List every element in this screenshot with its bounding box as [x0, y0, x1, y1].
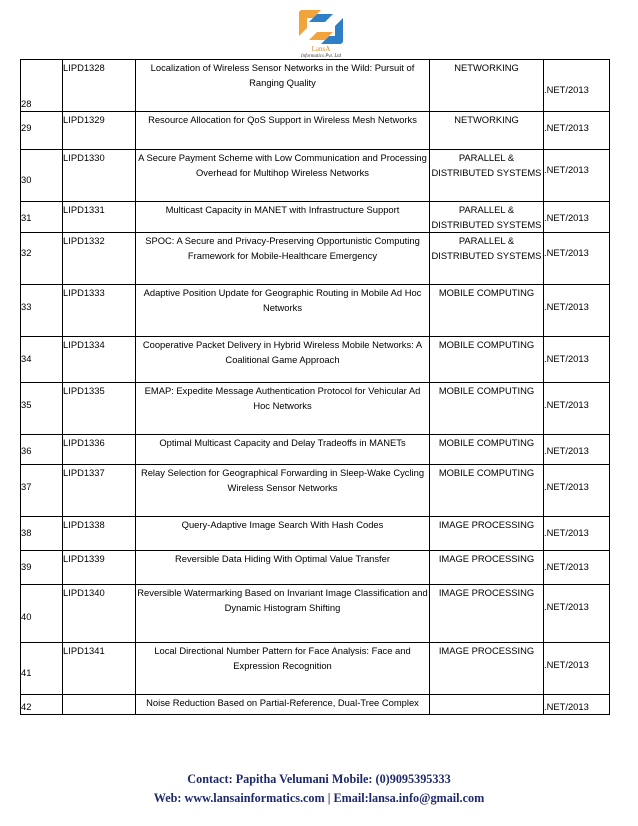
project-technology: .NET/2013	[544, 383, 610, 435]
project-code: LIPD1328	[63, 60, 136, 112]
table-row	[21, 695, 610, 715]
project-technology: .NET/2013	[544, 517, 610, 551]
project-title: Localization of Wireless Sensor Networks in the Wild: Pursuit of Ranging Quality	[136, 60, 430, 112]
project-code: LIPD1334	[63, 337, 136, 383]
project-code	[63, 695, 136, 715]
project-technology: .NET/2013	[544, 112, 610, 150]
project-technology: .NET/2013	[544, 551, 610, 585]
project-table-body	[21, 60, 610, 715]
row-number: 39	[21, 551, 63, 585]
project-title: Resource Allocation for QoS Support in Wireless Mesh Networks	[136, 112, 430, 150]
project-domain: IMAGE PROCESSING	[430, 585, 544, 643]
table-row	[21, 202, 610, 233]
row-number: 36	[21, 435, 63, 465]
row-number: 34	[21, 337, 63, 383]
company-logo	[287, 8, 355, 60]
project-title: EMAP: Expedite Message Authentication Protocol for Vehicular Ad Hoc Networks	[136, 383, 430, 435]
project-domain: IMAGE PROCESSING	[430, 551, 544, 585]
project-code: LIPD1336	[63, 435, 136, 465]
table-row	[21, 112, 610, 150]
project-domain: NETWORKING	[430, 60, 544, 112]
project-title: Reversible Data Hiding With Optimal Value Transfer	[136, 551, 430, 585]
row-number: 42	[21, 695, 63, 715]
table-row	[21, 150, 610, 202]
project-technology: .NET/2013	[544, 465, 610, 517]
table-row	[21, 383, 610, 435]
project-technology: .NET/2013	[544, 435, 610, 465]
project-domain: MOBILE COMPUTING	[430, 383, 544, 435]
project-technology: .NET/2013	[544, 60, 610, 112]
table-row	[21, 585, 610, 643]
project-title: Local Directional Number Pattern for Face Analysis: Face and Expression Recognition	[136, 643, 430, 695]
project-technology: .NET/2013	[544, 233, 610, 285]
project-code: LIPD1337	[63, 465, 136, 517]
footer-web-line: Web: www.lansainformatics.com | Email:lansa.info@gmail.com	[153, 791, 485, 805]
footer-contact-line: Contact: Papitha Velumani Mobile: (0)9095395333	[187, 772, 451, 786]
project-title: Relay Selection for Geographical Forwarding in Sleep-Wake Cycling Wireless Sensor Networks	[136, 465, 430, 517]
project-technology: .NET/2013	[544, 585, 610, 643]
project-code: LIPD1331	[63, 202, 136, 233]
row-number: 33	[21, 285, 63, 337]
row-number: 38	[21, 517, 63, 551]
project-technology: .NET/2013	[544, 337, 610, 383]
logo-brand-name: LansA	[311, 45, 331, 53]
project-technology: .NET/2013	[544, 695, 610, 715]
logo-tagline: Informatics Pvt. Ltd	[300, 54, 342, 59]
table-row	[21, 435, 610, 465]
lansa-logo-icon	[287, 8, 355, 46]
project-title: Optimal Multicast Capacity and Delay Tradeoffs in MANETs	[136, 435, 430, 465]
project-title: Query-Adaptive Image Search With Hash Codes	[136, 517, 430, 551]
project-code: LIPD1338	[63, 517, 136, 551]
row-number: 28	[21, 60, 63, 112]
project-code: LIPD1335	[63, 383, 136, 435]
project-code: LIPD1330	[63, 150, 136, 202]
row-number: 31	[21, 202, 63, 233]
row-number: 29	[21, 112, 63, 150]
project-domain: MOBILE COMPUTING	[430, 435, 544, 465]
project-title: SPOC: A Secure and Privacy-Preserving Opportunistic Computing Framework for Mobile-Healthcare Emergency	[136, 233, 430, 285]
project-title: Cooperative Packet Delivery in Hybrid Wireless Mobile Networks: A Coalitional Game Approach	[136, 337, 430, 383]
row-number: 40	[21, 585, 63, 643]
table-row	[21, 517, 610, 551]
table-row	[21, 233, 610, 285]
table-row	[21, 60, 610, 112]
project-title: Reversible Watermarking Based on Invariant Image Classification and Dynamic Histogram Shifting	[136, 585, 430, 643]
row-number: 41	[21, 643, 63, 695]
table-row	[21, 643, 610, 695]
project-table	[20, 59, 610, 715]
contact-footer	[0, 770, 638, 808]
row-number: 30	[21, 150, 63, 202]
project-domain: NETWORKING	[430, 112, 544, 150]
project-title: Adaptive Position Update for Geographic Routing in Mobile Ad Hoc Networks	[136, 285, 430, 337]
project-domain: PARALLEL & DISTRIBUTED SYSTEMS	[430, 233, 544, 285]
project-code: LIPD1339	[63, 551, 136, 585]
project-technology: .NET/2013	[544, 643, 610, 695]
project-technology: .NET/2013	[544, 285, 610, 337]
project-technology: .NET/2013	[544, 150, 610, 202]
project-domain: IMAGE PROCESSING	[430, 643, 544, 695]
project-code: LIPD1341	[63, 643, 136, 695]
project-domain: MOBILE COMPUTING	[430, 465, 544, 517]
project-domain: PARALLEL & DISTRIBUTED SYSTEMS	[430, 150, 544, 202]
row-number: 35	[21, 383, 63, 435]
table-row	[21, 551, 610, 585]
project-title: Multicast Capacity in MANET with Infrastructure Support	[136, 202, 430, 233]
project-code: LIPD1333	[63, 285, 136, 337]
table-row	[21, 337, 610, 383]
table-row	[21, 285, 610, 337]
project-domain	[430, 695, 544, 715]
table-row	[21, 465, 610, 517]
project-code: LIPD1329	[63, 112, 136, 150]
project-title: A Secure Payment Scheme with Low Communication and Processing Overhead for Multihop Wireless Networks	[136, 150, 430, 202]
project-domain: MOBILE COMPUTING	[430, 285, 544, 337]
project-title: Noise Reduction Based on Partial-Reference, Dual-Tree Complex	[136, 695, 430, 715]
project-domain: IMAGE PROCESSING	[430, 517, 544, 551]
project-domain: PARALLEL & DISTRIBUTED SYSTEMS	[430, 202, 544, 233]
project-code: LIPD1340	[63, 585, 136, 643]
project-technology: .NET/2013	[544, 202, 610, 233]
project-domain: MOBILE COMPUTING	[430, 337, 544, 383]
row-number: 32	[21, 233, 63, 285]
project-code: LIPD1332	[63, 233, 136, 285]
row-number: 37	[21, 465, 63, 517]
